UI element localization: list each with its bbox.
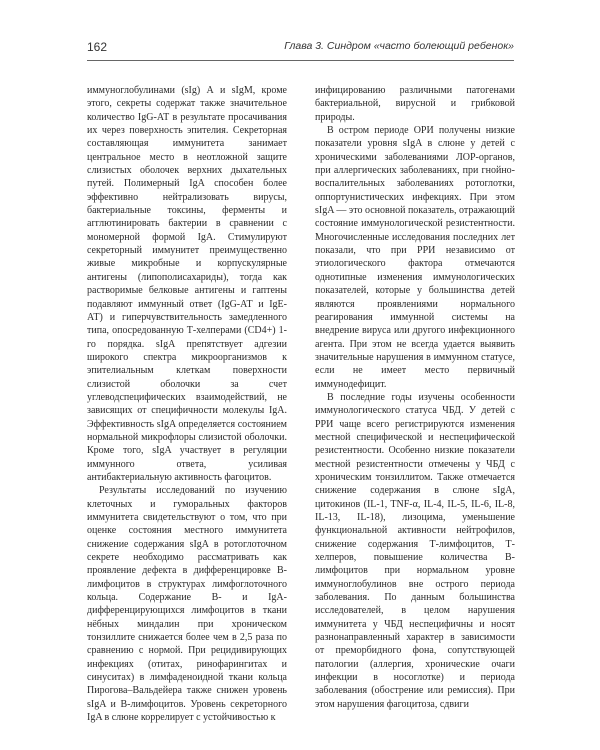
left-text-column (87, 84, 287, 725)
running-title: Глава 3. Синдром «часто болеющий ребенок» (284, 40, 514, 52)
paragraph: иммуноглобулинами (sIg) А и sIgM, кроме этого, секреты содержат также значительное количество IgG-АТ в результате просачивания их через поверхность эпителия. Секреторная составляющая иммунитета занимает центральное место в неотложной защите слизистых оболочек верхних дыхательных путей. Полимерный IgA способен более эффективно нейтрализовать вирусы, бактериальные токсины, ферменты и агглютинировать бактерии в сравнении с мономерной формой IgA. Стимулируют секреторный иммунитет преимущественно живые микробные и корпускулярные антигены (липополисахариды), тогда как растворимые белковые антигены и гаптены подавляют иммунный ответ (IgG-АТ и IgE-АТ) и гиперчувствительность замедленного типа, опосредованную Т-хелперами (CD4+) 1-го порядка. sIgA препятствует адгезии широкого спектра микроорганизмов к эпителиальным клеткам поверхности слизистой оболочки за счет углеводспецифических взаимодействий, не зависящих от специфичности молекулы IgA. Эффективность sIgA определяется состоянием нормальной микрофлоры слизистой оболочки. Кроме того, sIgA участвует в регуляции иммунного ответа, усиливая антибактериальную активность фагоцитов. (87, 85, 287, 483)
right-text-column (315, 84, 515, 711)
page-number: 162 (87, 40, 108, 54)
paragraph: инфицированию различными патогенами бактериальной, вирусной и грибковой природы. (315, 85, 515, 123)
paragraph: В последние годы изучены особенности иммунологического статуса ЧБД. У детей с РРИ чаще всего регистрируются изменения местной специфической и неспецифической резистентности. Особенно низкие показатели местной резистентности отмечены у ЧБД с хроническим тонзиллитом. Также отмечается снижение содержания в слюне sIgA, цитокинов (IL-1, TNF-α, IL-4, IL-5, IL-6, IL-8, IL-13, IL-18), лизоцима, уменьшение функциональной активности нейтрофилов, снижение содержания Т-лимфоцитов, Т-хелперов, повышение количества В-лимфоцитов при нормальном уровне иммуноглобулинов вне острого периода заболевания. По данным большинства исследователей, в целом нарушения иммунитета у ЧБД неспецифичны и носят разнонаправленный характер в зависимости от преморбидного фона, сопутствующей патологии (аллергия, хронические очаги инфекции в носоглотке) и периода заболевания (обострение или ремиссия). При этом нарушения фагоцитоза, сдвиги (315, 391, 515, 710)
page-header (87, 40, 514, 58)
paragraph: Результаты исследований по изучению клеточных и гуморальных факторов иммунитета свидетельствуют о том, что при оценке состояния местного иммунитета снижение содержания sIgA в ротоглоточном секрете необходимо рассматривать как проявление дефекта в дифференцировке В-лимфоцитов в структурах лимфоглоточного кольца. Содержание В- и IgA-дифференцирующихся лимфоцитов в ткани нёбных миндалин при хроническом тонзиллите снижается более чем в 2,5 раза по сравнению с нормой. При рецидивирующих инфекциях (отитах, ринофарингитах и синуситах) в лимфаденоидной ткани кольца Пирогова–Вальдейера также снижен уровень sIgA и В-лимфоцитов. Уровень секреторного IgA в слюне коррелирует с устойчивостью к (87, 485, 287, 724)
paragraph: В остром периоде ОРИ получены низкие показатели уровня sIgA в слюне у детей с хроническими заболеваниями ЛОР-органов, при аллергических заболеваниях, при гнойно-воспалительных заболеваниях ротоглотки, оппортунистических инфекциях. При этом sIgA — это основной показатель, отражающий состояние иммунологической резистентности. Многочисленные исследования последних лет показали, что при РРИ независимо от этиологического фактора отмечаются однотипные изменения иммунологических показателей, которые у большинства детей являются проявлениями нормального реагирования иммунной системы на внедрение вируса или другого инфекционного агента. При этом не всегда удается выявить значительные нарушения в иммунном статусе, если не имеет место первичный иммунодефицит. (315, 125, 515, 390)
header-divider (87, 60, 514, 61)
